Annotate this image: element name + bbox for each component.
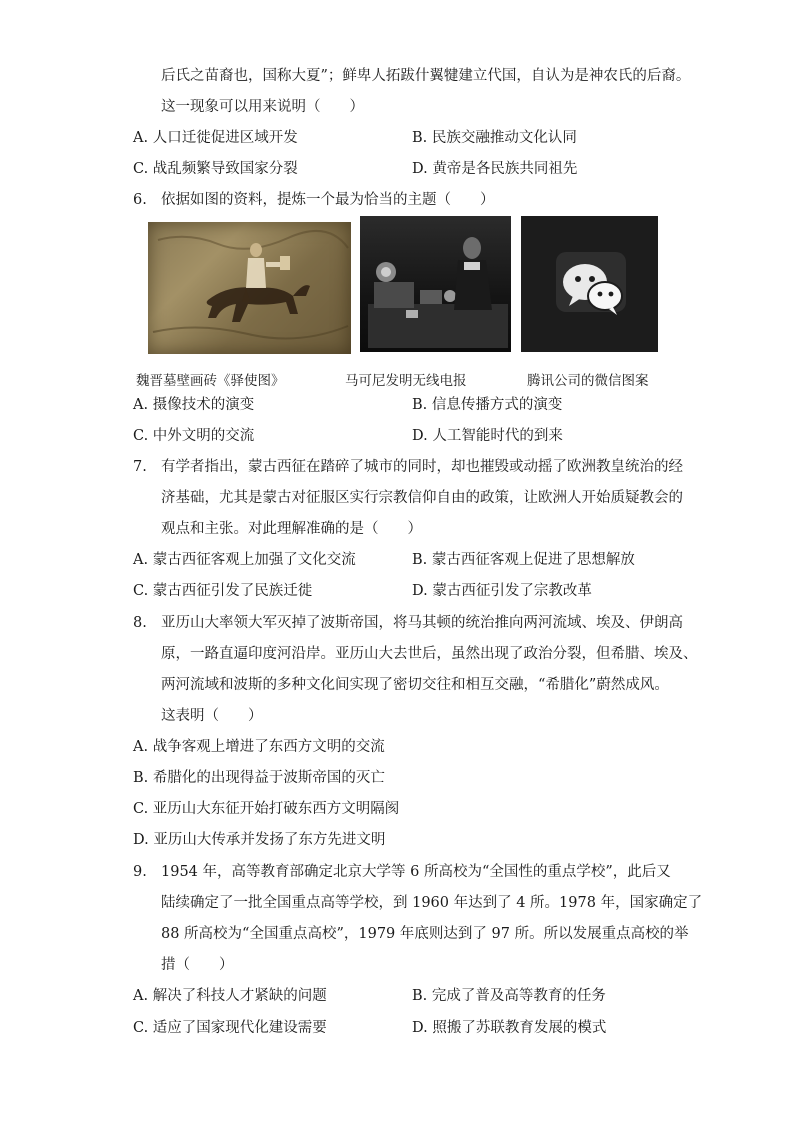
q7-stem-line3: 观点和主张。对此理解准确的是（ ）: [161, 521, 422, 537]
q5-option-c[interactable]: C. 战乱频繁导致国家分裂: [133, 161, 298, 177]
q8-stem-line3: 两河流域和波斯的多种文化间实现了密切交往和相互交融，“希腊化”蔚然成风。: [161, 677, 669, 693]
q5-option-a[interactable]: A. 人口迁徙促进区域开发: [133, 130, 298, 146]
caption-mural: 魏晋墓壁画砖《驿使图》: [136, 373, 285, 389]
q9-option-d[interactable]: D. 照搬了苏联教育发展的模式: [412, 1020, 607, 1036]
q9-stem-line3: 88 所高校为“全国重点高校”，1979 年底则达到了 97 所。所以发展重点高校的举: [161, 926, 689, 942]
q5-stem-line2: 这一现象可以用来说明（ ）: [161, 99, 364, 115]
telegraph-inventor-icon: [360, 216, 511, 352]
q7-stem-line1: 有学者指出，蒙古西征在踏碎了城市的同时，却也摧毁或动摇了欧洲教皇统治的经: [161, 459, 683, 475]
q7-stem-line2: 济基础，尤其是蒙古对征服区实行宗教信仰自由的政策，让欧洲人开始质疑教会的: [161, 490, 683, 506]
q5-option-d[interactable]: D. 黄帝是各民族共同祖先: [412, 161, 578, 177]
caption-wechat: 腾讯公司的微信图案: [527, 373, 649, 389]
q8-stem-line2: 原，一路直逼印度河沿岸。亚历山大去世后，虽然出现了政治分裂，但希腊、埃及、: [161, 646, 698, 662]
q8-option-d[interactable]: D. 亚历山大传承并发扬了东方先进文明: [133, 832, 386, 848]
telegraph-photo-image: [360, 216, 511, 352]
q9-stem-line2: 陆续确定了一批全国重点高等学校，到 1960 年达到了 4 所。1978 年，国家确定了: [161, 895, 703, 911]
q6-stem: 依据如图的资料，提炼一个最为恰当的主题（ ）: [161, 192, 495, 208]
wechat-bubbles-icon: [521, 216, 658, 352]
mural-brick-image: [148, 222, 351, 354]
caption-telegraph: 马可尼发明无线电报: [345, 373, 467, 389]
q7-option-c[interactable]: C. 蒙古西征引发了民族迁徙: [133, 583, 313, 599]
q9-option-c[interactable]: C. 适应了国家现代化建设需要: [133, 1020, 327, 1036]
q9-option-a[interactable]: A. 解决了科技人才紧缺的问题: [133, 988, 327, 1004]
q8-number: 8.: [133, 615, 147, 631]
q9-stem-line1: 1954 年，高等教育部确定北京大学等 6 所高校为“全国性的重点学校”，此后又: [161, 864, 671, 880]
q6-option-d[interactable]: D. 人工智能时代的到来: [412, 428, 563, 444]
q8-option-b[interactable]: B. 希腊化的出现得益于波斯帝国的灭亡: [133, 770, 385, 786]
q9-option-b[interactable]: B. 完成了普及高等教育的任务: [412, 988, 606, 1004]
q7-number: 7.: [133, 459, 147, 475]
q7-option-b[interactable]: B. 蒙古西征客观上促进了思想解放: [412, 552, 635, 568]
q6-number: 6.: [133, 192, 147, 208]
q8-option-c[interactable]: C. 亚历山大东征开始打破东西方文明隔阂: [133, 801, 400, 817]
q8-stem-line4: 这表明（ ）: [161, 708, 263, 724]
q5-stem-line1: 后氏之苗裔也，国称大夏”；鲜卑人拓跋什翼犍建立代国，自认为是神农氏的后裔。: [161, 68, 691, 84]
q6-option-a[interactable]: A. 摄像技术的演变: [133, 397, 255, 413]
wechat-logo-image: [521, 216, 658, 352]
q8-stem-line1: 亚历山大率领大军灭掉了波斯帝国，将马其顿的统治推向两河流域、埃及、伊朗高: [161, 615, 683, 631]
q6-option-b[interactable]: B. 信息传播方式的演变: [412, 397, 563, 413]
q5-option-b[interactable]: B. 民族交融推动文化认同: [412, 130, 577, 146]
q7-option-d[interactable]: D. 蒙古西征引发了宗教改革: [412, 583, 592, 599]
q7-option-a[interactable]: A. 蒙古西征客观上加强了文化交流: [133, 552, 356, 568]
q9-stem-line4: 措（ ）: [161, 957, 234, 973]
q9-number: 9.: [133, 864, 147, 880]
q8-option-a[interactable]: A. 战争客观上增进了东西方文明的交流: [133, 739, 385, 755]
q6-option-c[interactable]: C. 中外文明的交流: [133, 428, 255, 444]
